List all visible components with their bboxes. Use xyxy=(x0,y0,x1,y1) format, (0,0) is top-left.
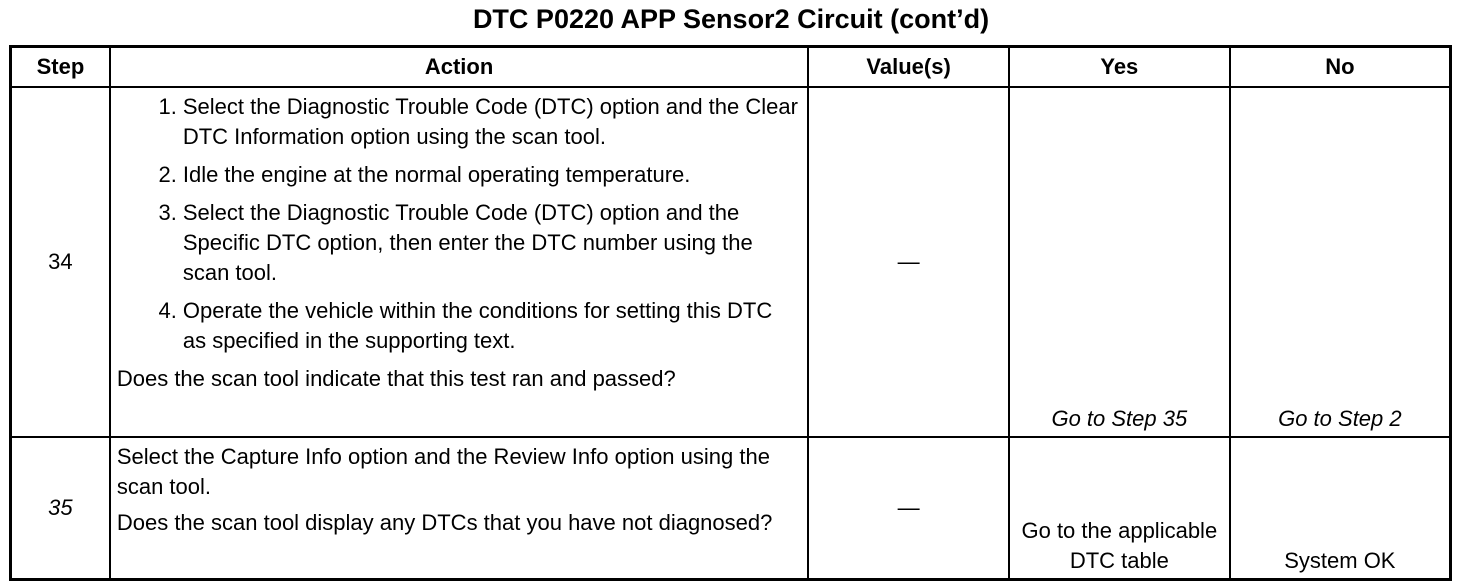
step-number: 34 xyxy=(11,87,110,437)
header-action: Action xyxy=(110,47,808,88)
table-header-row xyxy=(11,47,1451,88)
list-item xyxy=(117,92,801,152)
yes-result: Go to Step 35 xyxy=(1009,87,1230,437)
action-cell xyxy=(110,87,808,437)
no-result: Go to Step 2 xyxy=(1230,87,1451,437)
page-title: DTC P0220 APP Sensor2 Circuit (cont’d) xyxy=(472,4,990,34)
action-cell xyxy=(110,437,808,580)
step-number: 35 xyxy=(11,437,110,580)
header-no: No xyxy=(1230,47,1451,88)
value-cell: — xyxy=(808,437,1009,580)
action-question: Does the scan tool display any DTCs that you have not diagnosed? xyxy=(116,510,773,535)
header-step: Step xyxy=(11,47,110,88)
list-item xyxy=(117,198,801,288)
table-row xyxy=(11,87,1451,437)
action-question: Does the scan tool indicate that this test ran and passed? xyxy=(116,366,676,391)
list-item-number: 4. xyxy=(158,298,177,323)
list-item-text: Idle the engine at the normal operating temperature. xyxy=(182,162,691,187)
value-cell: — xyxy=(808,87,1009,437)
header-yes: Yes xyxy=(1009,47,1230,88)
list-item-number: 1. xyxy=(158,94,177,119)
yes-result: Go to the applicable DTC table xyxy=(1009,437,1230,580)
list-item-text: Select the Diagnostic Trouble Code (DTC) option and the Specific DTC option, then enter the DTC number using the scan tool. xyxy=(182,200,753,285)
action-text: Select the Capture Info option and the Review Info option using the scan tool. xyxy=(116,444,770,499)
header-value: Value(s) xyxy=(808,47,1009,88)
list-item-number: 3. xyxy=(158,200,177,225)
list-item xyxy=(117,296,801,356)
diagnostic-table xyxy=(9,45,1452,581)
list-item xyxy=(117,160,801,190)
no-result: System OK xyxy=(1230,437,1451,580)
list-item-text: Select the Diagnostic Trouble Code (DTC) option and the Clear DTC Information option using the scan tool. xyxy=(182,94,798,149)
list-item-text: Operate the vehicle within the conditions for setting this DTC as specified in the supporting text. xyxy=(182,298,773,353)
list-item-number: 2. xyxy=(158,162,177,187)
table-row xyxy=(11,437,1451,580)
action-steps-list xyxy=(117,92,801,356)
